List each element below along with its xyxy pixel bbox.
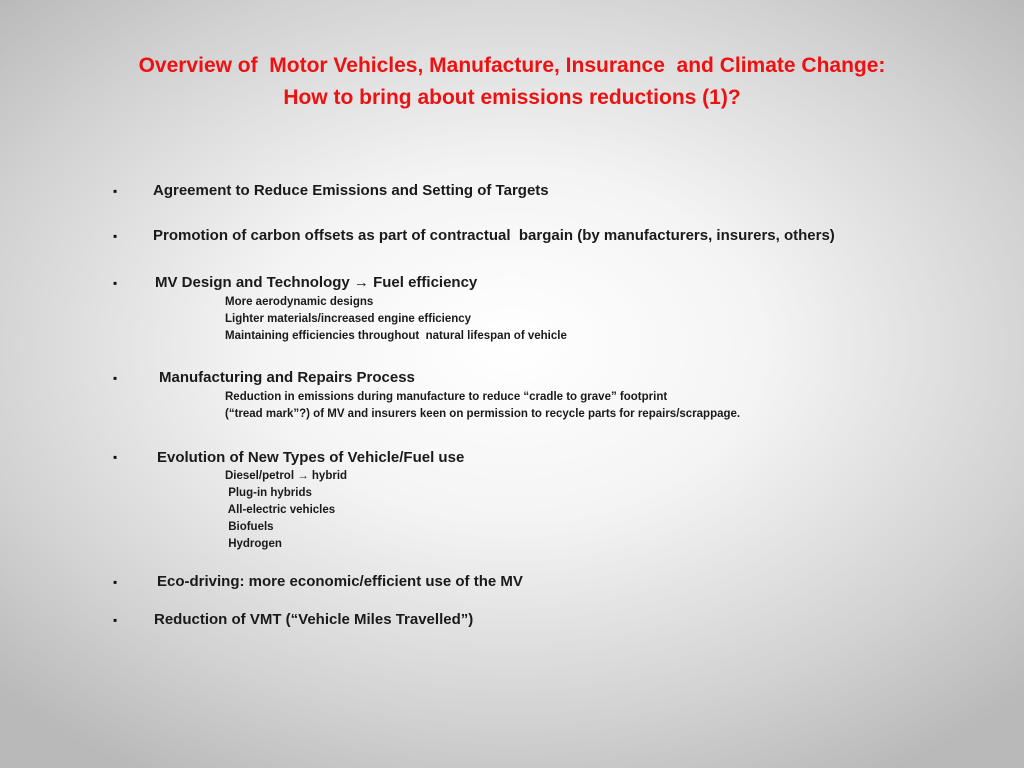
bullet-agreement-targets: Agreement to Reduce Emissions and Setting of Targets xyxy=(153,182,549,199)
subitem-diesel-hybrid: Diesel/petrol → hybrid xyxy=(225,470,348,482)
bullet-marker: ▪ xyxy=(113,575,118,589)
bullet-mv-design: MV Design and Technology → Fuel efficiency xyxy=(155,274,478,291)
bullet-reduction-vmt: Reduction of VMT (“Vehicle Miles Travelled”) xyxy=(154,611,474,628)
bullet-new-vehicle-types: Evolution of New Types of Vehicle/Fuel use xyxy=(157,449,465,466)
subitem-biofuels: Biofuels xyxy=(225,521,274,533)
subitem-hydrogen: Hydrogen xyxy=(225,538,282,550)
bullet-eco-driving: Eco-driving: more economic/efficient use of the MV xyxy=(157,573,523,590)
bullet-marker: ▪ xyxy=(113,229,118,243)
bullet-carbon-offsets: Promotion of carbon offsets as part of contractual bargain (by manufacturers, insurers, others) xyxy=(153,227,835,244)
subitem-plugin-hybrids: Plug-in hybrids xyxy=(225,487,312,499)
slide-title-line-2: How to bring about emissions reductions (1)? xyxy=(283,86,741,109)
slide-title-line-1: Overview of Motor Vehicles, Manufacture, Insurance and Climate Change: xyxy=(138,54,886,77)
bullet-marker: ▪ xyxy=(113,276,118,290)
subitem-maintaining-efficiencies: Maintaining efficiencies throughout natural lifespan of vehicle xyxy=(225,330,567,342)
bullet-marker: ▪ xyxy=(113,184,118,198)
slide-title xyxy=(0,50,1024,114)
subitem-tread-mark: (“tread mark”?) of MV and insurers keen on permission to recycle parts for repairs/scrappage. xyxy=(225,408,741,420)
subitem-reduction-manufacture: Reduction in emissions during manufacture to reduce “cradle to grave” footprint xyxy=(225,391,668,403)
bullet-marker: ▪ xyxy=(113,371,118,385)
bullet-manufacturing-repairs: Manufacturing and Repairs Process xyxy=(159,369,415,386)
subitem-aerodynamic: More aerodynamic designs xyxy=(225,296,374,308)
bullet-marker: ▪ xyxy=(113,613,118,627)
subitem-all-electric: All-electric vehicles xyxy=(225,504,336,516)
subitem-lighter-materials: Lighter materials/increased engine efficiency xyxy=(225,313,472,325)
bullet-marker: ▪ xyxy=(113,450,118,464)
